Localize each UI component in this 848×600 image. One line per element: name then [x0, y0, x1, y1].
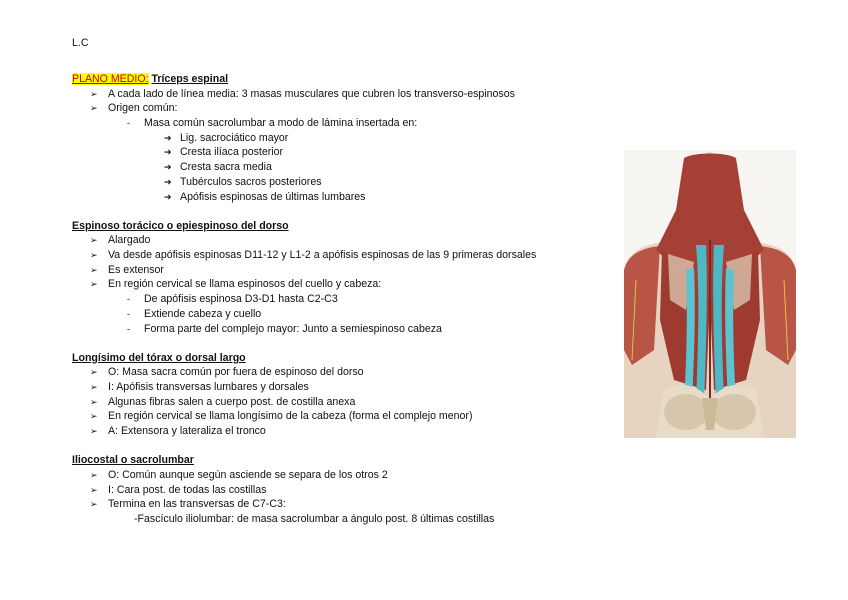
list-item: ➢ I: Apófisis transversas lumbares y dorsales — [90, 381, 309, 394]
bullet-arrow-icon: ➢ — [90, 103, 98, 114]
bullet-arrow-icon: ➢ — [90, 484, 98, 495]
list-item: ➢ O: Común aunque según asciende se separa de los otros 2 — [90, 469, 388, 481]
heading-title: Iliocostal o sacrolumbar — [72, 454, 194, 467]
list-item: - De apófisis espinosa D3-D1 hasta C2-C3 — [127, 293, 338, 306]
list-item: ➔ Apófisis espinosas de últimas lumbares — [164, 190, 366, 203]
dash-marker: - — [127, 323, 130, 334]
list-item: -Fascículo iliolumbar: de masa sacrolumbar a ángulo post. 8 últimas costillas — [134, 513, 495, 526]
bullet-arrow-icon: ➢ — [90, 396, 98, 407]
right-arrow-icon: ➔ — [164, 162, 172, 173]
section-heading — [72, 453, 612, 468]
list-item: ➢ Es extensor — [90, 263, 164, 276]
list-item: ➢ En región cervical se llama longísimo de la cabeza (forma el complejo menor) — [90, 410, 473, 423]
section-espinoso-toracico — [72, 219, 612, 337]
heading-title: Tríceps espinal — [151, 73, 229, 85]
section-longisimo — [72, 351, 612, 439]
right-arrow-icon: ➔ — [164, 132, 172, 143]
dash-marker: - — [127, 294, 130, 305]
bullet-arrow-icon: ➢ — [90, 250, 98, 261]
bullet-arrow-icon: ➢ — [90, 264, 98, 275]
bullet-arrow-icon: ➢ — [90, 499, 98, 510]
bullet-arrow-icon: ➢ — [90, 470, 98, 480]
notes-content — [72, 72, 612, 527]
list-item: ➔ Cresta ilíaca posterior — [164, 146, 284, 159]
list-item: ➔ Cresta sacra media — [164, 161, 272, 174]
bullet-arrow-icon: ➢ — [90, 411, 98, 422]
right-arrow-icon: ➔ — [164, 191, 172, 202]
list-item: ➢ Alargado — [90, 234, 151, 247]
list-item: ➢ Origen común: — [90, 102, 178, 115]
list-item: ➢ A cada lado de línea media: 3 masas musculares que cubren los transverso-espinosos — [90, 87, 515, 100]
list-item: - Forma parte del complejo mayor: Junto a semiespinoso cabeza — [127, 322, 442, 335]
list-item: ➢ O: Masa sacra común por fuera de espinoso del dorso — [90, 366, 364, 379]
right-arrow-icon: ➔ — [164, 176, 172, 187]
list-item: ➔ Lig. sacrociático mayor — [164, 131, 289, 144]
list-item: ➔ Tubérculos sacros posteriores — [164, 175, 322, 188]
section-heading — [72, 219, 612, 234]
bullet-arrow-icon: ➢ — [90, 426, 98, 437]
list-item: ➢ Algunas fibras salen a cuerpo post. de costilla anexa — [90, 395, 356, 408]
dash-marker: - — [127, 118, 130, 129]
author-initials: L.C — [72, 37, 89, 49]
heading-title: Espinoso torácico o epiespinoso del dorso — [72, 219, 289, 232]
right-arrow-icon: ➔ — [164, 147, 172, 158]
bullet-arrow-icon: ➢ — [90, 279, 98, 290]
list-item: ➢ Termina en las transversas de C7-C3: — [90, 498, 286, 511]
section-iliocostal — [72, 453, 612, 526]
dash-marker: - — [127, 308, 130, 319]
section-triceps-espinal — [72, 72, 612, 204]
list-item: ➢ Va desde apófisis espinosas D11-12 y L1-2 a apófisis espinosas de las 9 primeras dorsales — [90, 249, 537, 262]
list-item: ➢ En región cervical se llama espinosos del cuello y cabeza: — [90, 278, 382, 291]
heading-highlight: PLANO MEDIO: — [72, 73, 149, 85]
bullet-arrow-icon: ➢ — [90, 382, 98, 393]
list-item: ➢ I: Cara post. de todas las costillas — [90, 483, 267, 496]
back-muscles-illustration — [624, 150, 796, 438]
bullet-arrow-icon: ➢ — [90, 367, 98, 378]
bullet-arrow-icon: ➢ — [90, 235, 98, 246]
section-heading — [72, 351, 612, 366]
section-heading — [72, 72, 612, 87]
list-item: - Extiende cabeza y cuello — [127, 307, 262, 320]
heading-title: Longísimo del tórax o dorsal largo — [72, 351, 246, 364]
list-item: - Masa común sacrolumbar a modo de lámina insertada en: — [127, 117, 418, 130]
bullet-arrow-icon: ➢ — [90, 88, 98, 99]
list-item: ➢ A: Extensora y lateraliza el tronco — [90, 425, 266, 438]
